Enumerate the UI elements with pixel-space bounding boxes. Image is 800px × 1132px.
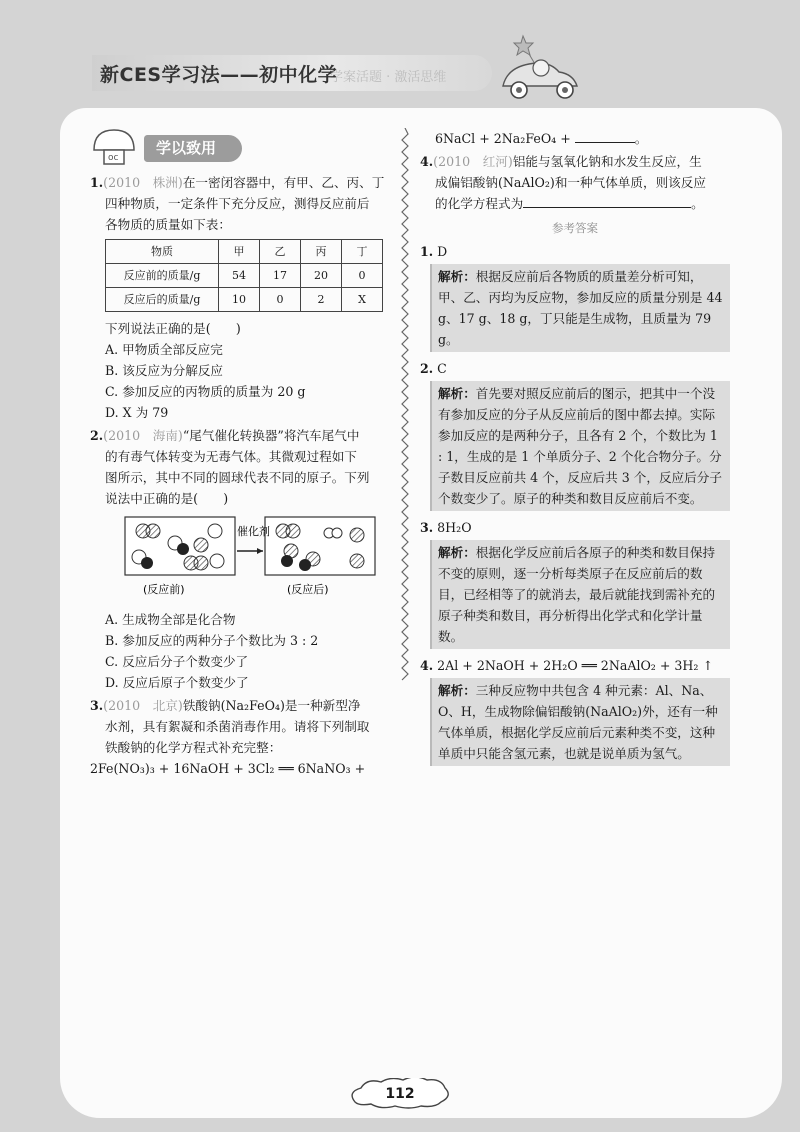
q1-option-c: C. 参加反应的丙物质的质量为 20 g xyxy=(105,384,306,399)
left-column xyxy=(90,128,390,779)
question-2 xyxy=(90,425,390,693)
question-1 xyxy=(90,172,390,423)
reaction-diagram xyxy=(105,513,385,599)
q2-option-c: C. 反应后分子个数变少了 xyxy=(105,654,249,669)
table-header-cell: 物质 xyxy=(106,240,219,264)
page-number-badge xyxy=(345,1078,455,1112)
q3-equation: 2Fe(NO₃)₃ + 16NaOH + 3Cl₂ ══ 6NaNO₃ + xyxy=(90,761,366,776)
table-header-row xyxy=(106,240,383,264)
q1-number: 1. xyxy=(90,175,104,190)
car-illustration-icon xyxy=(495,24,585,109)
q1-option-d: D. X 为 79 xyxy=(105,405,169,420)
table-cell: 反应前的质量/g xyxy=(106,264,219,288)
q4-text-a: 铝能与氢氧化钠和水发生反应，生 xyxy=(512,154,702,169)
q3-text-a: 铁酸钠(Na₂FeO₄)是一种新型净 xyxy=(182,698,361,713)
q3-text-c: 铁酸钠的化学方程式补充完整： xyxy=(105,740,282,755)
table-header-cell: 丙 xyxy=(301,240,342,264)
q1-text-a: 在一密闭容器中，有甲、乙、丙、丁 xyxy=(182,175,385,190)
header-subtitle: 学案活题 · 激活思维 xyxy=(330,70,447,85)
q4-source: (2010 红河) xyxy=(433,154,513,169)
question-4: 4.(2010 红河)铝能与氢氧化钠和水发生反应，生 成偏铝酸钠(NaAlO₂)和一种气体单质，则该反应 的化学方程式为 。 xyxy=(420,151,730,214)
q2-option-b: B. 参加反应的两种分子个数比为 3 : 2 xyxy=(105,633,319,648)
q2-text-d: 说法中正确的是( ) xyxy=(105,491,229,506)
mushroom-icon xyxy=(90,128,138,168)
answer-3 xyxy=(420,517,730,649)
q1-option-a: A. 甲物质全部反应完 xyxy=(105,342,223,357)
explanation-text: 根据反应前后各物质的质量差分析可知，甲、乙、丙均为反应物，参加反应的质量分别是 44 g、17 g、18 g，丁只能是生成物，且质量为 79 g。 xyxy=(438,269,723,347)
q2-number: 2. xyxy=(90,428,104,443)
column-divider xyxy=(401,128,409,768)
explanation-box xyxy=(430,540,730,649)
table-cell: 2 xyxy=(301,288,342,312)
mass-table xyxy=(105,239,383,312)
table-cell: X xyxy=(342,288,383,312)
q1-text-c: 各物质的质量如下表： xyxy=(105,217,231,232)
q2-source: (2010 海南) xyxy=(103,428,183,443)
after-label: (反应后) xyxy=(287,583,329,596)
q3-source: (2010 北京) xyxy=(103,698,183,713)
q4-answer-blank[interactable] xyxy=(523,193,691,208)
page-number: 112 xyxy=(385,1086,415,1102)
q3-equation-continued: 6NaCl + 2Na₂FeO₄ + 。 xyxy=(420,128,730,149)
table-row xyxy=(106,288,383,312)
question-3 xyxy=(90,695,390,779)
q4-text-b: 成偏铝酸钠(NaAlO₂)和一种气体单质，则该反应 xyxy=(435,175,706,190)
explanation-label: 解析： xyxy=(438,545,476,560)
table-cell: 54 xyxy=(219,264,260,288)
answer-1 xyxy=(420,241,730,352)
explanation-box xyxy=(430,381,730,511)
answer-value: 8H₂O xyxy=(437,520,472,535)
table-header-cell: 丁 xyxy=(342,240,383,264)
q3-equation-cont-text: 6NaCl + 2Na₂FeO₄ + xyxy=(435,131,575,146)
answer-2 xyxy=(420,358,730,511)
table-header-cell: 甲 xyxy=(219,240,260,264)
q4-number: 4. xyxy=(420,154,434,169)
answer-value: C xyxy=(437,361,447,376)
answer-number: 1. xyxy=(420,244,434,259)
section-title: 学以致用 xyxy=(144,135,242,162)
explanation-text: 根据化学反应前后各原子的种类和数目保持不变的原则，逐一分析每类原子在反应前后的数目，已经相等了的就消去，最后就能找到需补充的原子种类和数目，再分析得出化学式和化学计量数。 xyxy=(438,545,716,644)
table-cell: 反应后的质量/g xyxy=(106,288,219,312)
table-cell: 20 xyxy=(301,264,342,288)
table-cell: 17 xyxy=(260,264,301,288)
explanation-text: 三种反应物中共包含 4 种元素：Al、Na、O、H，生成物除偏铝酸钠(NaAlO₂)外，还有一种气体单质，根据化学反应前后元素种类不变，这种单质中只能含氢元素，也就是说单质为氢气。 xyxy=(438,683,718,761)
catalyst-label: 催化剂 xyxy=(237,525,270,538)
q3-answer-blank[interactable] xyxy=(575,128,635,143)
q3-number: 3. xyxy=(90,698,104,713)
svg-text:oc: oc xyxy=(108,153,119,163)
q3-text-b: 水剂，具有絮凝和杀菌消毒作用。请将下列制取 xyxy=(105,719,370,734)
explanation-box xyxy=(430,264,730,352)
q2-option-a: A. 生成物全部是化合物 xyxy=(105,612,236,627)
answer-value: 2Al + 2NaOH + 2H₂O ══ 2NaAlO₂ + 3H₂ ↑ xyxy=(437,658,714,673)
q2-text-c: 图所示，其中不同的圆球代表不同的原子。下列 xyxy=(105,470,370,485)
answer-number: 2. xyxy=(420,361,434,376)
q1-option-b: B. 该反应为分解反应 xyxy=(105,363,224,378)
explanation-box xyxy=(430,678,730,766)
section-header xyxy=(90,128,390,168)
q4-text-c: 的化学方程式为 xyxy=(435,196,524,211)
header-title: 新CES学习法——初中化学 xyxy=(100,64,338,86)
table-header-cell: 乙 xyxy=(260,240,301,264)
explanation-label: 解析： xyxy=(438,683,476,698)
q2-text-a: “尾气催化转换器”将汽车尾气中 xyxy=(182,428,360,443)
q1-source: (2010 株洲) xyxy=(103,175,183,190)
answer-number: 4. xyxy=(420,658,434,673)
q2-text-b: 的有毒气体转变为无毒气体。其微观过程如下 xyxy=(105,449,357,464)
answers-title: 参考答案 xyxy=(552,221,598,235)
q2-option-d: D. 反应后原子个数变少了 xyxy=(105,675,249,690)
table-row xyxy=(106,264,383,288)
explanation-text: 首先要对照反应前后的图示，把其中一个没有参加反应的分子从反应前后的图中都去掉。实际参加反应的是两种分子，且各有 2 个，个数比为 1 : 1，生成的是 1 个单质分子、2 个化合物分子。分子数目反应前共 4 个，反应后共 3 个，反应后分子个数变少了。原子的种类和数目反应前后不变。 xyxy=(438,386,722,506)
table-cell: 0 xyxy=(342,264,383,288)
right-column xyxy=(420,128,730,772)
q1-text-b: 四种物质，一定条件下充分反应，测得反应前后 xyxy=(105,196,370,211)
table-cell: 0 xyxy=(260,288,301,312)
answer-4 xyxy=(420,655,730,766)
answer-value: D xyxy=(437,244,448,259)
answer-number: 3. xyxy=(420,520,434,535)
table-cell: 10 xyxy=(219,288,260,312)
explanation-label: 解析： xyxy=(438,269,476,284)
explanation-label: 解析： xyxy=(438,386,476,401)
q1-prompt: 下列说法正确的是( ) xyxy=(105,321,241,336)
before-label: (反应前) xyxy=(143,583,185,596)
